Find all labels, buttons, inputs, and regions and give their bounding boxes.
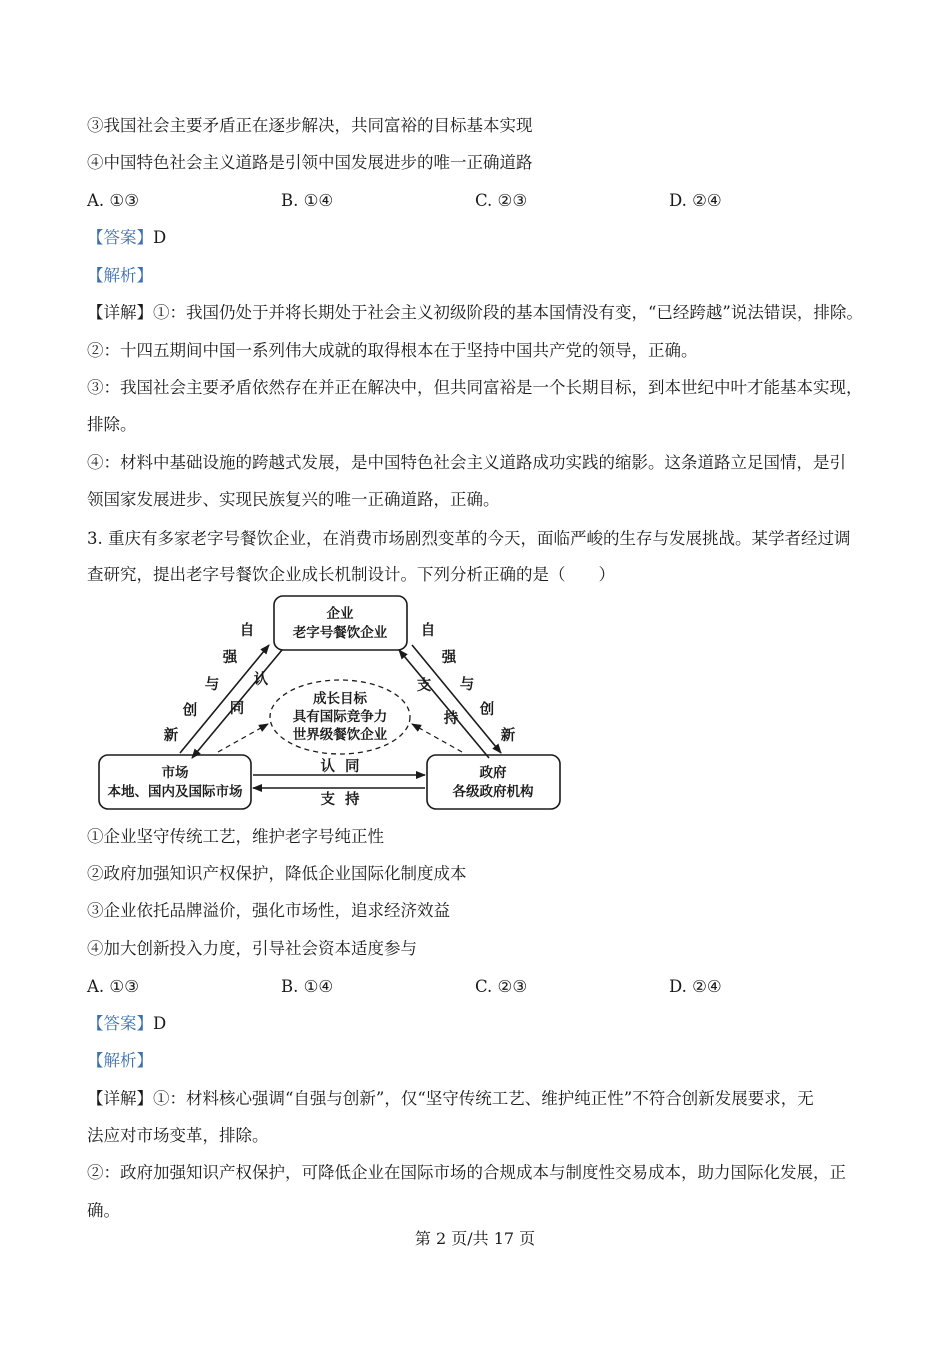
left-outer-char-1: 自: [239, 623, 255, 639]
right-outer-char-5: 新: [500, 728, 516, 744]
government-box: [427, 755, 560, 809]
q2-option-item-3: ③我国社会主要矛盾正在逐步解决，共同富裕的目标基本实现: [87, 116, 533, 135]
right-inner-char-1: 支: [416, 678, 432, 694]
q2-detail-1: [87, 301, 863, 325]
q3-option-item-2: ②政府加强知识产权保护，降低企业国际化制度成本: [87, 864, 467, 883]
q2-detail-3b: 排除。: [87, 415, 137, 434]
left-inner-char-1: 认: [253, 672, 269, 688]
right-outer-char-4: 创: [479, 702, 495, 718]
answer-value: D: [153, 228, 167, 247]
bottom-support-label: 支 持: [320, 792, 360, 808]
q2-detail-4b: 领国家发展进步、实现民族复兴的唯一正确道路，正确。: [87, 490, 500, 509]
q3-analysis-tag: 【解析】: [87, 1051, 153, 1070]
government-to-goal-arrow: [412, 724, 462, 752]
government-subtitle: 各级政府机构: [452, 784, 534, 800]
answer-value: D: [153, 1014, 167, 1033]
right-outer-char-1: 自: [420, 623, 436, 639]
enterprise-title: 企业: [326, 606, 354, 622]
right-outer-char-3: 与: [459, 677, 475, 693]
goal-line-2: 具有国际竞争力: [292, 709, 388, 725]
detail-text: ①：我国仍处于并将长期处于社会主义初级阶段的基本国情没有变，“已经跨越”说法错误，排除。: [153, 303, 863, 322]
left-outer-char-5: 新: [163, 728, 179, 744]
q2-detail-3a: ③：我国社会主要矛盾依然存在并正在解决中，但共同富裕是一个长期目标，到本世纪中叶才能基本实现，: [87, 378, 863, 397]
market-box: [99, 755, 251, 809]
q3-option-item-1: ①企业坚守传统工艺，维护老字号纯正性: [87, 827, 384, 846]
q3-answer: [87, 1012, 166, 1036]
q2-detail-4a: ④：材料中基础设施的跨越式发展，是中国特色社会主义道路成功实践的缩影。这条道路立足国情，是引: [87, 453, 846, 472]
left-outer-char-4: 创: [182, 703, 198, 719]
market-title: 市场: [161, 765, 189, 781]
bottom-recognition-label: 认 同: [320, 759, 360, 775]
q2-choice-a: A. ①③: [87, 191, 139, 210]
right-inner-char-2: 持: [443, 711, 459, 727]
q2-answer: [87, 226, 166, 250]
government-title: 政府: [479, 765, 507, 781]
q3-detail-1b: 法应对市场变革，排除。: [87, 1126, 269, 1145]
q2-detail-2: ②：十四五期间中国一系列伟大成就的取得根本在于坚持中国共产党的领导，正确。: [87, 341, 698, 360]
enterprise-box: [274, 596, 407, 650]
page-footer: 第 2 页/共 17 页: [414, 1229, 536, 1248]
q3-choice-a: A. ①③: [87, 977, 139, 996]
goal-line-1: 成长目标: [313, 691, 367, 707]
market-subtitle: 本地、国内及国际市场: [107, 784, 243, 800]
answer-tag: 【答案】: [87, 228, 153, 247]
q3-detail-2b: 确。: [87, 1201, 120, 1220]
q3-detail-2a: ②：政府加强知识产权保护，可降低企业在国际市场的合规成本与制度性交易成本，助力国际化发展，正: [87, 1163, 846, 1182]
detail-text: ①：材料核心强调“自强与创新”，仅“坚守传统工艺、维护纯正性”不符合创新发展要求，无: [153, 1089, 814, 1108]
q3-choice-c: C. ②③: [475, 977, 528, 996]
q3-choice-b: B. ①④: [281, 977, 334, 996]
q3-choice-d: D. ②④: [669, 977, 722, 996]
left-outer-char-2: 强: [222, 650, 238, 666]
q3-detail-1a: [87, 1087, 814, 1111]
detail-tag: 【详解】: [87, 1089, 153, 1108]
goal-line-3: 世界级餐饮企业: [292, 727, 388, 743]
left-outer-char-3: 与: [204, 677, 220, 693]
q2-choice-c: C. ②③: [475, 191, 528, 210]
q3-option-item-4: ④加大创新投入力度，引导社会资本适度参与: [87, 939, 417, 958]
left-inner-char-2: 同: [229, 701, 245, 717]
right-outer-char-2: 强: [441, 650, 457, 666]
q3-stem-line-2: 查研究，提出老字号餐饮企业成长机制设计。下列分析正确的是（ ）: [87, 565, 615, 584]
answer-tag: 【答案】: [87, 1014, 153, 1033]
q2-choice-b: B. ①④: [281, 191, 334, 210]
detail-tag: 【详解】: [87, 303, 153, 322]
q2-choice-d: D. ②④: [669, 191, 722, 210]
q2-option-item-4: ④中国特色社会主义道路是引领中国发展进步的唯一正确道路: [87, 153, 533, 172]
enterprise-subtitle: 老字号餐饮企业: [292, 625, 388, 641]
q2-analysis-tag: 【解析】: [87, 266, 153, 285]
self-strength-arrow-right: [412, 645, 501, 753]
q3-option-item-3: ③企业依托品牌溢价，强化市场性，追求经济效益: [87, 901, 450, 920]
growth-mechanism-diagram: [96, 590, 566, 815]
q3-stem-line-1: 3. 重庆有多家老字号餐饮企业，在消费市场剧烈变革的今天，面临严峻的生存与发展挑战。某学者经过调: [87, 529, 851, 548]
market-to-goal-arrow: [218, 724, 268, 752]
